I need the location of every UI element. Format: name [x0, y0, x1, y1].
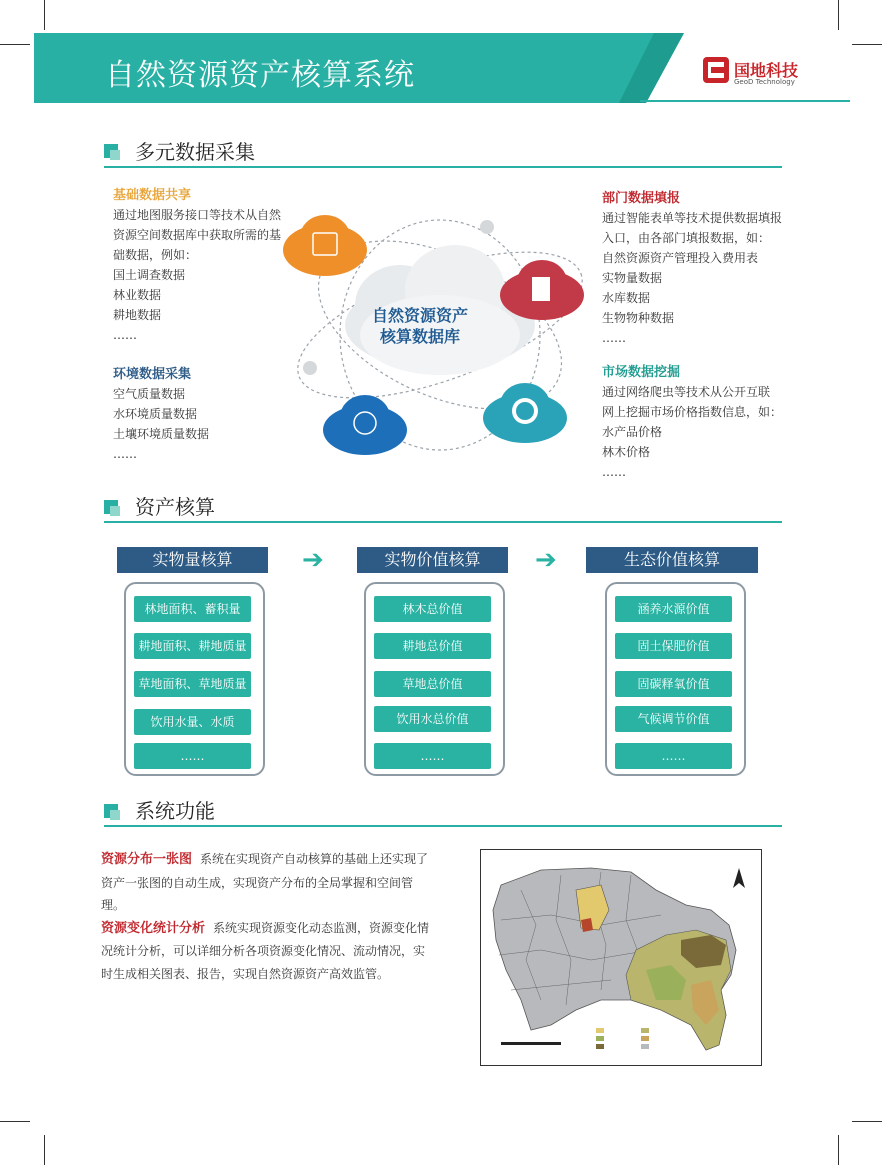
market-data-title: 市场数据挖掘 — [602, 365, 681, 380]
central-database-label-line2: 核算数据库 — [379, 327, 460, 346]
function-item-change-analysis — [101, 917, 431, 986]
item-pill: 耕地面积、耕地质量 — [134, 633, 251, 659]
basic-data-text: 通过地图服务接口等技术从自然 资源空间数据库中获取所需的基 础数据，例如： 国土调查数据 林业数据 耕地数据 …… — [113, 208, 282, 342]
item-pill: 林地面积、蓄积量 — [134, 596, 251, 622]
section-divider — [104, 166, 782, 168]
section-title-data-collection: 多元数据采集 — [135, 140, 255, 164]
functions-description — [101, 848, 431, 985]
company-logo-icon — [702, 56, 730, 84]
central-database-label-line1: 自然资源资产 — [371, 306, 468, 325]
header-right-line — [640, 100, 850, 102]
crop-mark-top-right-v — [838, 0, 839, 30]
map-scale-bar — [501, 1042, 561, 1045]
company-logo-subtitle: GeoD Technology — [734, 78, 795, 86]
blue-cloud-icon — [323, 395, 407, 455]
resource-distribution-map — [480, 849, 762, 1066]
function-title-change-analysis: 资源变化统计分析 — [101, 920, 206, 936]
page-title: 自然资源资产核算系统 — [105, 58, 415, 93]
item-pill: …… — [615, 743, 732, 769]
crop-mark-top-right-h — [852, 44, 882, 45]
environment-data-text: 空气质量数据 水环境质量数据 土壤环境质量数据 …… — [113, 387, 210, 461]
item-pill: …… — [374, 743, 491, 769]
department-data-title: 部门数据填报 — [602, 191, 681, 206]
crop-mark-top-left-v — [44, 0, 45, 30]
central-database-label — [355, 305, 485, 347]
section-divider — [104, 825, 782, 827]
item-pill: 饮用水总价值 — [374, 706, 491, 732]
crop-mark-bottom-left-h — [0, 1121, 30, 1122]
map-legend — [596, 1028, 649, 1049]
company-logo-text: 国地科技 — [734, 61, 799, 80]
item-pill: 固碳释氧价值 — [615, 671, 732, 697]
function-item-distribution — [101, 848, 431, 917]
function-title-distribution: 资源分布一张图 — [101, 852, 193, 867]
orbit-node-icon — [480, 220, 494, 234]
arrow-right-icon: ➔ — [302, 545, 324, 575]
section-divider — [104, 521, 782, 523]
function-text-change-analysis: 系统实现资源变化动态监测，资源变化情况统计分析，可以详细分析各项资源变化情况、流动情况，实时生成相关图表、报告，实现自然资源资产高效监管。 — [101, 920, 430, 981]
category-physical-value: 实物价值核算 — [357, 547, 508, 573]
item-pill: 耕地总价值 — [374, 633, 491, 659]
crop-mark-bottom-right-h — [852, 1121, 882, 1122]
section-marker-shadow-icon — [110, 506, 120, 516]
orbit-node-icon — [303, 361, 317, 375]
item-pill: 涵养水源价值 — [615, 596, 732, 622]
item-pill: 草地面积、草地质量 — [134, 671, 251, 697]
item-pill: 固土保肥价值 — [615, 633, 732, 659]
basic-data-title: 基础数据共享 — [113, 188, 192, 203]
map-image — [481, 850, 761, 1065]
function-text-distribution: 系统在实现资产自动核算的基础上还实现了资产一张图的自动生成，实现资产分布的全局掌握和空间管理。 — [101, 852, 429, 912]
item-pill: …… — [134, 743, 251, 769]
section-marker-shadow-icon — [110, 150, 120, 160]
category-physical-quantity: 实物量核算 — [117, 547, 268, 573]
department-data-text: 通过智能表单等技术提供数据填报 入口，由各部门填报数据，如： 自然资源资产管理投入费用表 实物量数据 水库数据 生物物种数据 …… — [602, 211, 783, 345]
arrow-right-icon: ➔ — [535, 545, 557, 575]
crop-mark-bottom-left-v — [44, 1135, 45, 1165]
section-marker-shadow-icon — [110, 810, 120, 820]
item-pill: 草地总价值 — [374, 671, 491, 697]
crop-mark-top-left-h — [0, 44, 30, 45]
crop-mark-bottom-right-v — [838, 1135, 839, 1165]
item-pill: 气候调节价值 — [615, 706, 732, 732]
section-title-accounting: 资产核算 — [135, 495, 215, 519]
market-data-text: 通过网络爬虫等技术从公开互联 网上挖掘市场价格指数信息，如： 水产品价格 林木价格 …… — [602, 385, 783, 479]
north-arrow-icon — [733, 868, 745, 888]
red-cloud-icon — [500, 260, 584, 320]
item-pill: 饮用水量、水质 — [134, 709, 251, 735]
category-ecological-value: 生态价值核算 — [586, 547, 758, 573]
environment-data-title: 环境数据采集 — [113, 367, 192, 382]
item-pill: 林木总价值 — [374, 596, 491, 622]
section-title-functions: 系统功能 — [135, 799, 215, 823]
globe-cloud-icon — [483, 383, 567, 443]
orange-cloud-icon — [283, 215, 367, 276]
